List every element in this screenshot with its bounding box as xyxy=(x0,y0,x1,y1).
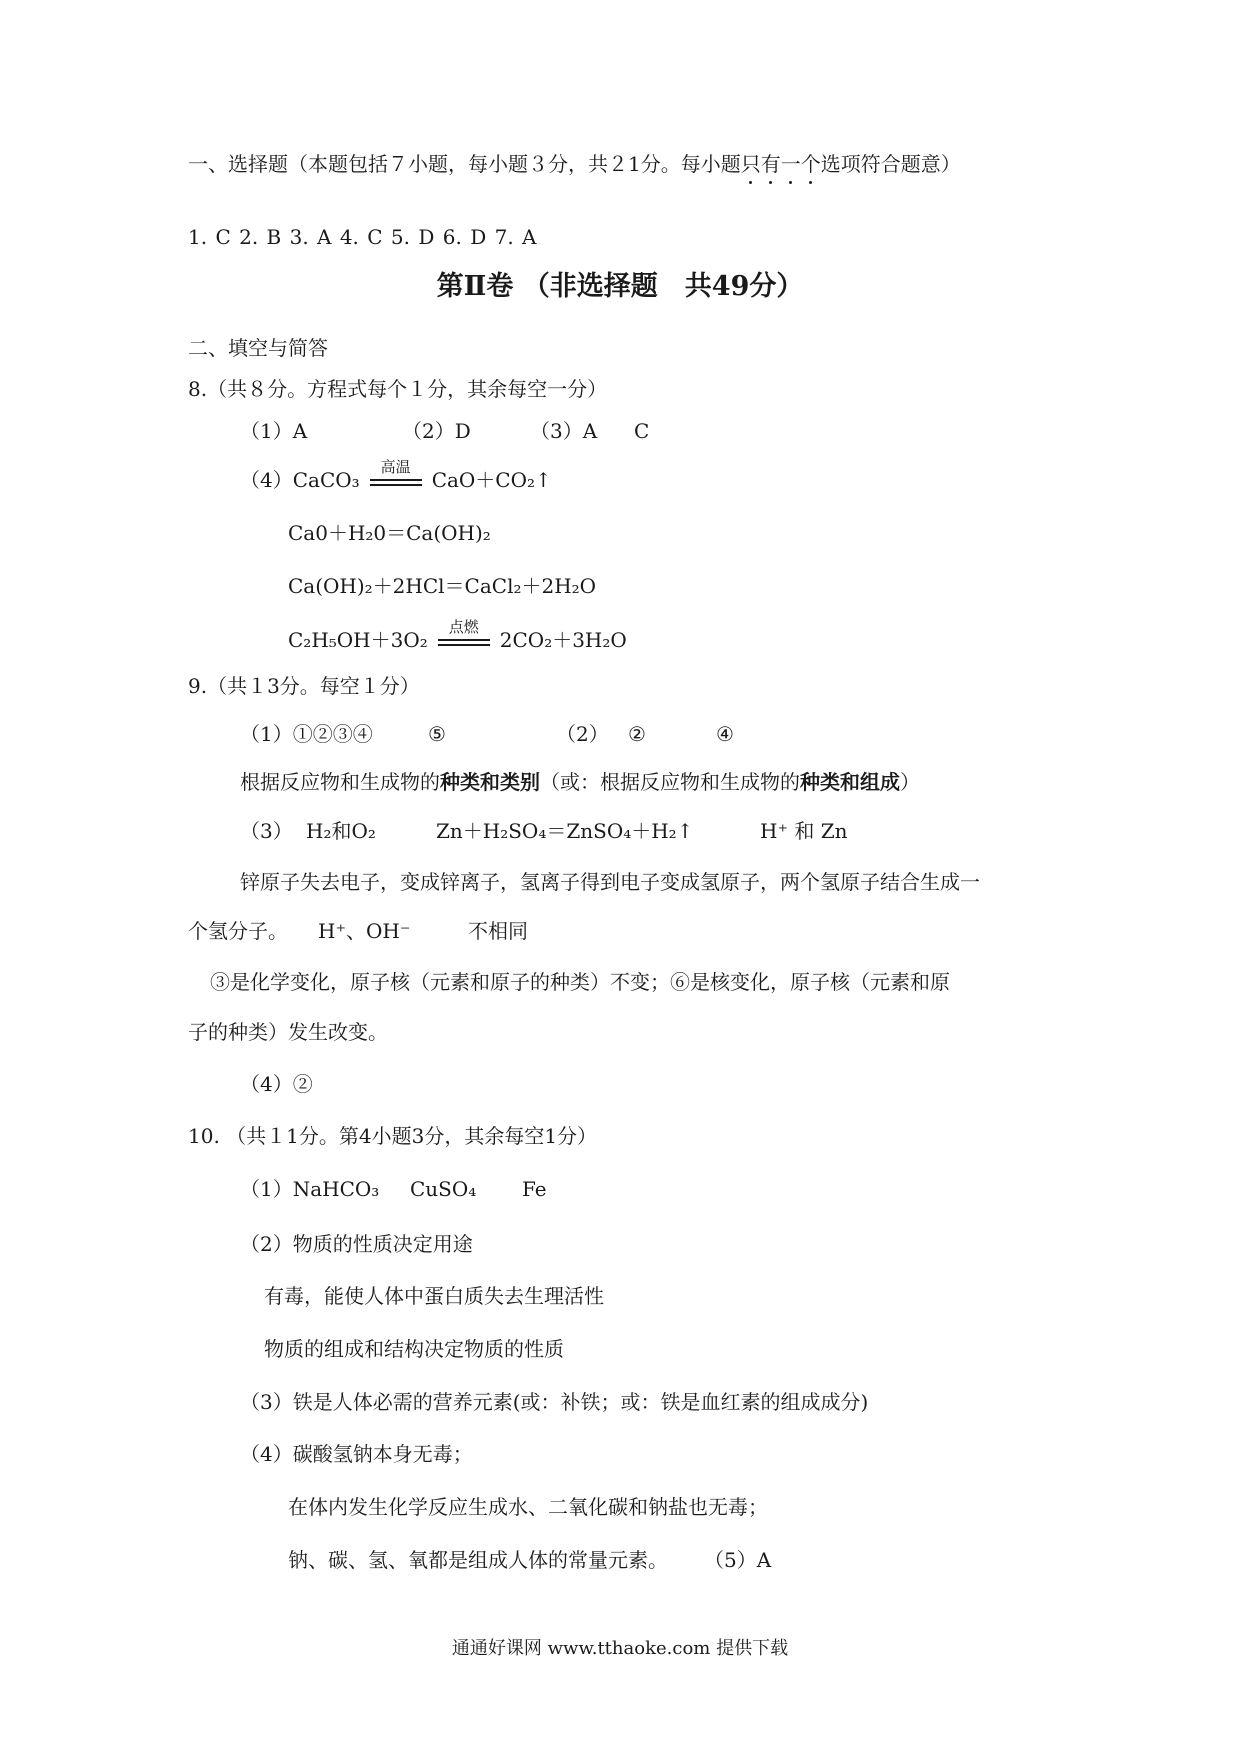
part2-title: 第Ⅱ卷 （非选择题 共49分） xyxy=(436,271,804,302)
q9-explain-2c: 不相同 xyxy=(468,919,528,943)
q9-explain-line3: ③是化学变化，原子核（元素和原子的种类）不变；⑥是核变化，原子核（元素和原 xyxy=(210,970,950,994)
emphasis-dotted-text xyxy=(741,152,821,176)
q9-answer-1b: ⑤ xyxy=(428,722,446,746)
q10-row5: （5）A xyxy=(704,1548,772,1572)
reaction-arrow xyxy=(368,458,424,494)
q10-row2b: 物质的组成和结构决定物质的性质 xyxy=(264,1337,564,1361)
section2-heading: 二、填空与简答 xyxy=(188,336,328,360)
reaction-arrow xyxy=(436,618,492,654)
q8-eq1-left: CaCO₃ xyxy=(292,468,360,492)
q8-eq1-label: （4） xyxy=(240,468,293,492)
mc-answers: 1. C 2. B 3. A 4. C 5. D 6. D 7. A xyxy=(188,225,537,249)
footer-source: 通通好课网 www.tthaoke.com 提供下载 xyxy=(451,1638,789,1659)
q9-explain-line4: 子的种类）发生改变。 xyxy=(188,1020,388,1044)
q8-equation-3: Ca(OH)₂＋2HCl＝CaCl₂＋2H₂O xyxy=(288,574,597,598)
q10-answer-1b: CuSO₄ xyxy=(410,1177,477,1201)
q9-explain-line1: 锌原子失去电子，变成锌离子，氢离子得到电子变成氢原子，两个氢原子结合生成一 xyxy=(240,870,980,894)
section1-heading xyxy=(188,150,961,178)
q10-row4a: 在体内发生化学反应生成水、二氧化碳和钠盐也无毒； xyxy=(288,1495,768,1519)
q9-answer-2b: ④ xyxy=(716,722,734,746)
q9-answer-2-label: （2） xyxy=(556,722,609,746)
q9-answer-1: （1）①②③④ xyxy=(240,722,373,746)
q9-explain-2b: H⁺、OH⁻ xyxy=(318,919,411,943)
q10-row2a: 有毒，能使人体中蛋白质失去生理活性 xyxy=(264,1284,604,1308)
q8-eq1-right: CaO＋CO₂↑ xyxy=(431,468,552,492)
q9-basis-part2: （或：根据反应物和生成物的 xyxy=(540,770,800,794)
q10-row2: （2）物质的性质决定用途 xyxy=(240,1232,473,1256)
q9-answer-2: ② xyxy=(628,722,646,746)
q8-answer-3b: C xyxy=(634,419,650,443)
q9-basis xyxy=(240,768,920,796)
q10-heading: 10. （共１1分。第4小题3分，其余每空1分） xyxy=(188,1124,598,1148)
q9-r3-answer-c: H⁺ 和 Zn xyxy=(760,819,848,843)
q8-heading: 8.（共８分。方程式每个１分，其余每空一分） xyxy=(188,377,608,401)
q10-row4b-text: 钠、碳、氢、氧都是组成人体的常量元素。 xyxy=(288,1548,668,1572)
section1-heading-tail: 选项符合题意） xyxy=(820,152,961,176)
q9-basis-bold2: 种类和组成 xyxy=(800,770,900,794)
q9-basis-part3: ） xyxy=(900,770,920,794)
q8-answer-1: （1）A xyxy=(240,419,308,443)
q8-eq4-condition: 点燃 xyxy=(448,618,479,636)
q8-eq4-left: C₂H₅OH＋3O₂ xyxy=(288,628,428,652)
q10-row4: （4）碳酸氢钠本身无毒； xyxy=(240,1442,473,1466)
q10-row4b xyxy=(288,1546,771,1574)
q9-basis-bold1: 种类和类别 xyxy=(440,770,540,794)
section1-heading-text: 一、选择题（本题包括７小题，每小题３分，共２1分。每小题 xyxy=(188,152,741,176)
q9-r3-answer-b: Zn＋H₂SO₄＝ZnSO₄＋H₂↑ xyxy=(436,819,694,843)
q8-eq4-right: 2CO₂＋3H₂O xyxy=(499,628,627,652)
q8-answer-3: （3）A xyxy=(530,419,598,443)
q9-r3-label: （3） xyxy=(240,819,293,843)
q9-r3-answer-a: H₂和O₂ xyxy=(306,819,376,843)
q9-explain-2a: 个氢分子。 xyxy=(188,919,288,943)
q8-eq1-condition: 高温 xyxy=(380,458,411,476)
q8-equation-1 xyxy=(240,458,552,494)
q8-equation-2: Ca0＋H₂0＝Ca(OH)₂ xyxy=(288,521,491,545)
q10-answer-1c: Fe xyxy=(522,1177,547,1201)
q9-row4: （4）② xyxy=(240,1072,313,1096)
section1-heading-emph: 只有一个 xyxy=(740,152,821,176)
q9-heading: 9.（共１3分。每空１分） xyxy=(188,674,420,698)
q8-answer-2: （2）D xyxy=(402,419,471,443)
q8-equation-4 xyxy=(288,618,627,654)
q10-answer-1: （1）NaHCO₃ xyxy=(240,1177,380,1201)
q10-row3: （3）铁是人体必需的营养元素(或：补铁；或：铁是血红素的组成成分) xyxy=(240,1390,869,1414)
q9-basis-part1: 根据反应物和生成物的 xyxy=(240,770,440,794)
